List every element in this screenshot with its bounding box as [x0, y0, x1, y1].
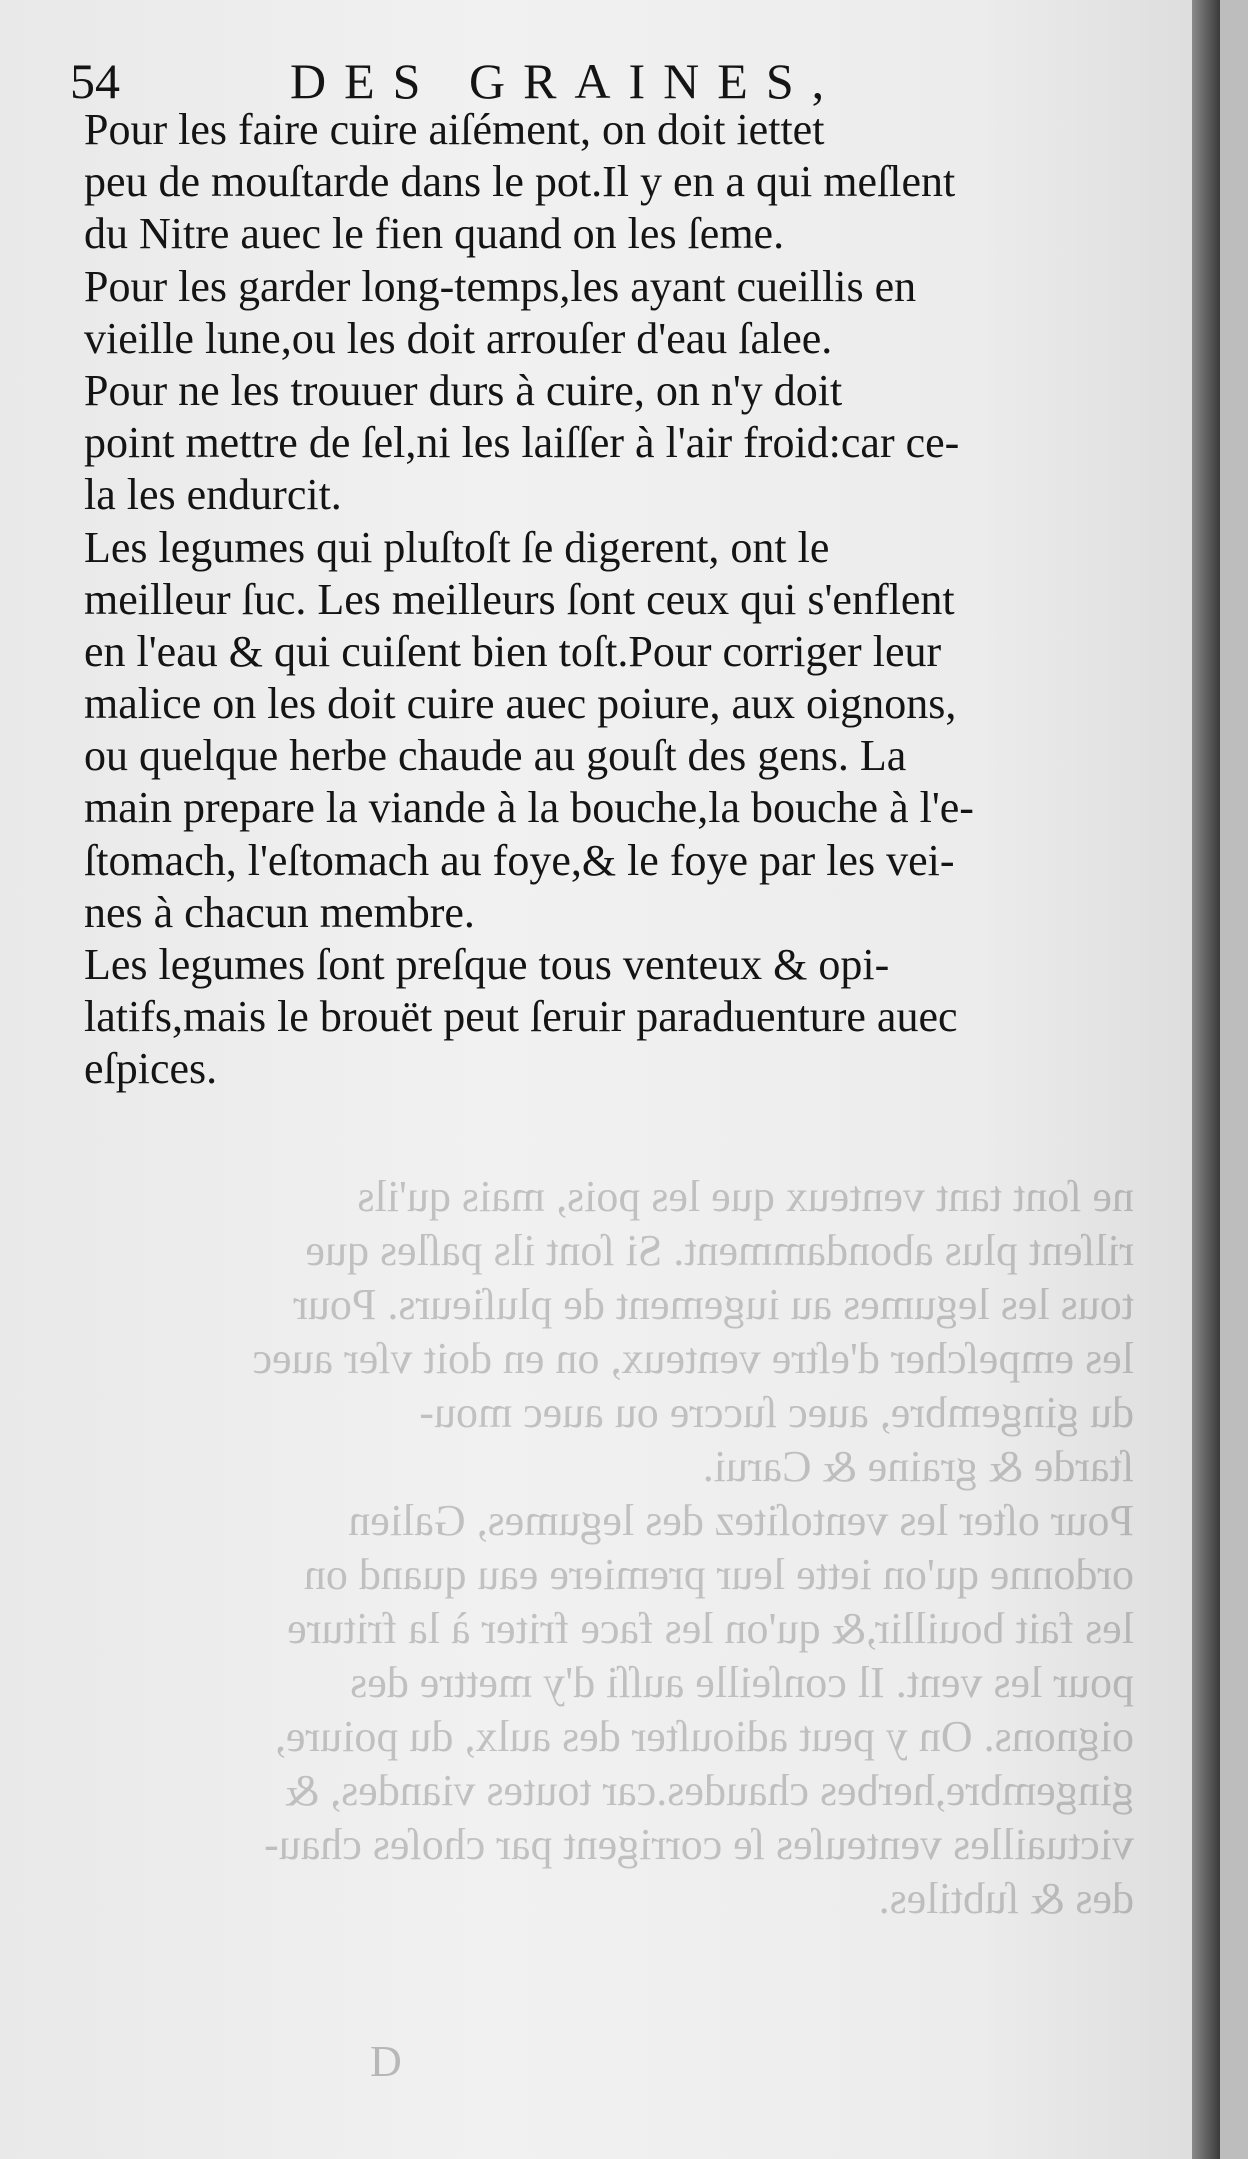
bleed-line: ſtarde & graine & Carui. [702, 1442, 1134, 1491]
bleed-line: oignons. On y peut adiouſter des aulx, du poiure, [274, 1712, 1134, 1761]
text-line: Les legumes qui pluſtoſt ſe digerent, ont le [84, 522, 830, 572]
text-line: en l'eau & qui cuiſent bien toſt.Pour corriger leur [84, 626, 942, 676]
bleed-line: rilſent plus abondamment. Si ſont ils paſles que [305, 1226, 1134, 1275]
text-line: nes à chacun membre. [84, 887, 475, 937]
bleed-line: gingembre,herbes chaudes.car toutes viandes, & [284, 1766, 1134, 1815]
bleed-line: ordonne qu'on iette leur premiere eau quand on [303, 1550, 1134, 1599]
bleed-line: du gingembre, auec ſuccre ou auec mou- [419, 1388, 1134, 1437]
page-number: 54 [70, 53, 120, 109]
text-line: main prepare la viande à la bouche,la bouche à l'e- [84, 783, 974, 833]
text-line: la les endurcit. [84, 470, 342, 520]
bleed-line: les fait bouillir,& qu'on les face friter à la friture [287, 1604, 1134, 1653]
text-line: Les legumes ſont preſque tous venteux & opi- [84, 940, 890, 989]
text-line: vieille lune,ou les doit arrouſer d'eau ſalee. [84, 313, 833, 363]
text-line: Pour les garder long-temps,les ayant cueillis en [84, 261, 917, 311]
bleed-through-text [84, 1170, 1134, 1926]
bleed-line: victuailles venteuſes ſe corrigent par choſes chau- [264, 1820, 1134, 1869]
text-line: du Nitre auec le fien quand on les ſeme. [84, 209, 785, 259]
text-line: Pour les faire cuire aiſément, on doit iettet [84, 105, 825, 154]
bleed-line: pour les vent. Il conſeille auſſi d'y mettre des [350, 1658, 1134, 1707]
body-text [84, 104, 1134, 1096]
text-line: Pour ne les trouuer durs à cuire, on n'y doit [84, 365, 843, 415]
page-edge [1192, 0, 1220, 2159]
text-line: peu de mouſtarde dans le pot.Il y en a qui meſlent [84, 157, 956, 207]
text-line: ſtomach, l'eſtomach au foye,& le foye par les vei- [84, 835, 955, 885]
bleed-line: ne ſont tant venteux que les pois, mais qu'ils [357, 1172, 1134, 1221]
text-line: meilleur ſuc. Les meilleurs ſont ceux qui s'enflent [84, 574, 955, 624]
text-line: latifs,mais le brouët peut ſeruir paraduenture auec [84, 992, 958, 1042]
running-title: DES GRAINES, [290, 53, 843, 109]
bleed-line: des & ſubtiles. [878, 1874, 1134, 1923]
text-line: point mettre de ſel,ni les laiſſer à l'air froid:car ce- [84, 418, 960, 468]
text-line: malice on les doit cuire auec poiure, aux oignons, [84, 679, 957, 729]
bleed-line: les empeſcher d'eſtre venteux, on en doit vſer auec [252, 1334, 1134, 1383]
text-line: ou quelque herbe chaude au gouſt des gens. La [84, 731, 907, 781]
bleed-line: Pour oſter les ventoſitez des legumes, Galien [348, 1496, 1134, 1545]
bleed-catchword: D [370, 2037, 402, 2086]
text-line: eſpices. [84, 1044, 218, 1094]
bleed-line: tous les legumes au iugement de pluſieurs. Pour [293, 1280, 1134, 1329]
